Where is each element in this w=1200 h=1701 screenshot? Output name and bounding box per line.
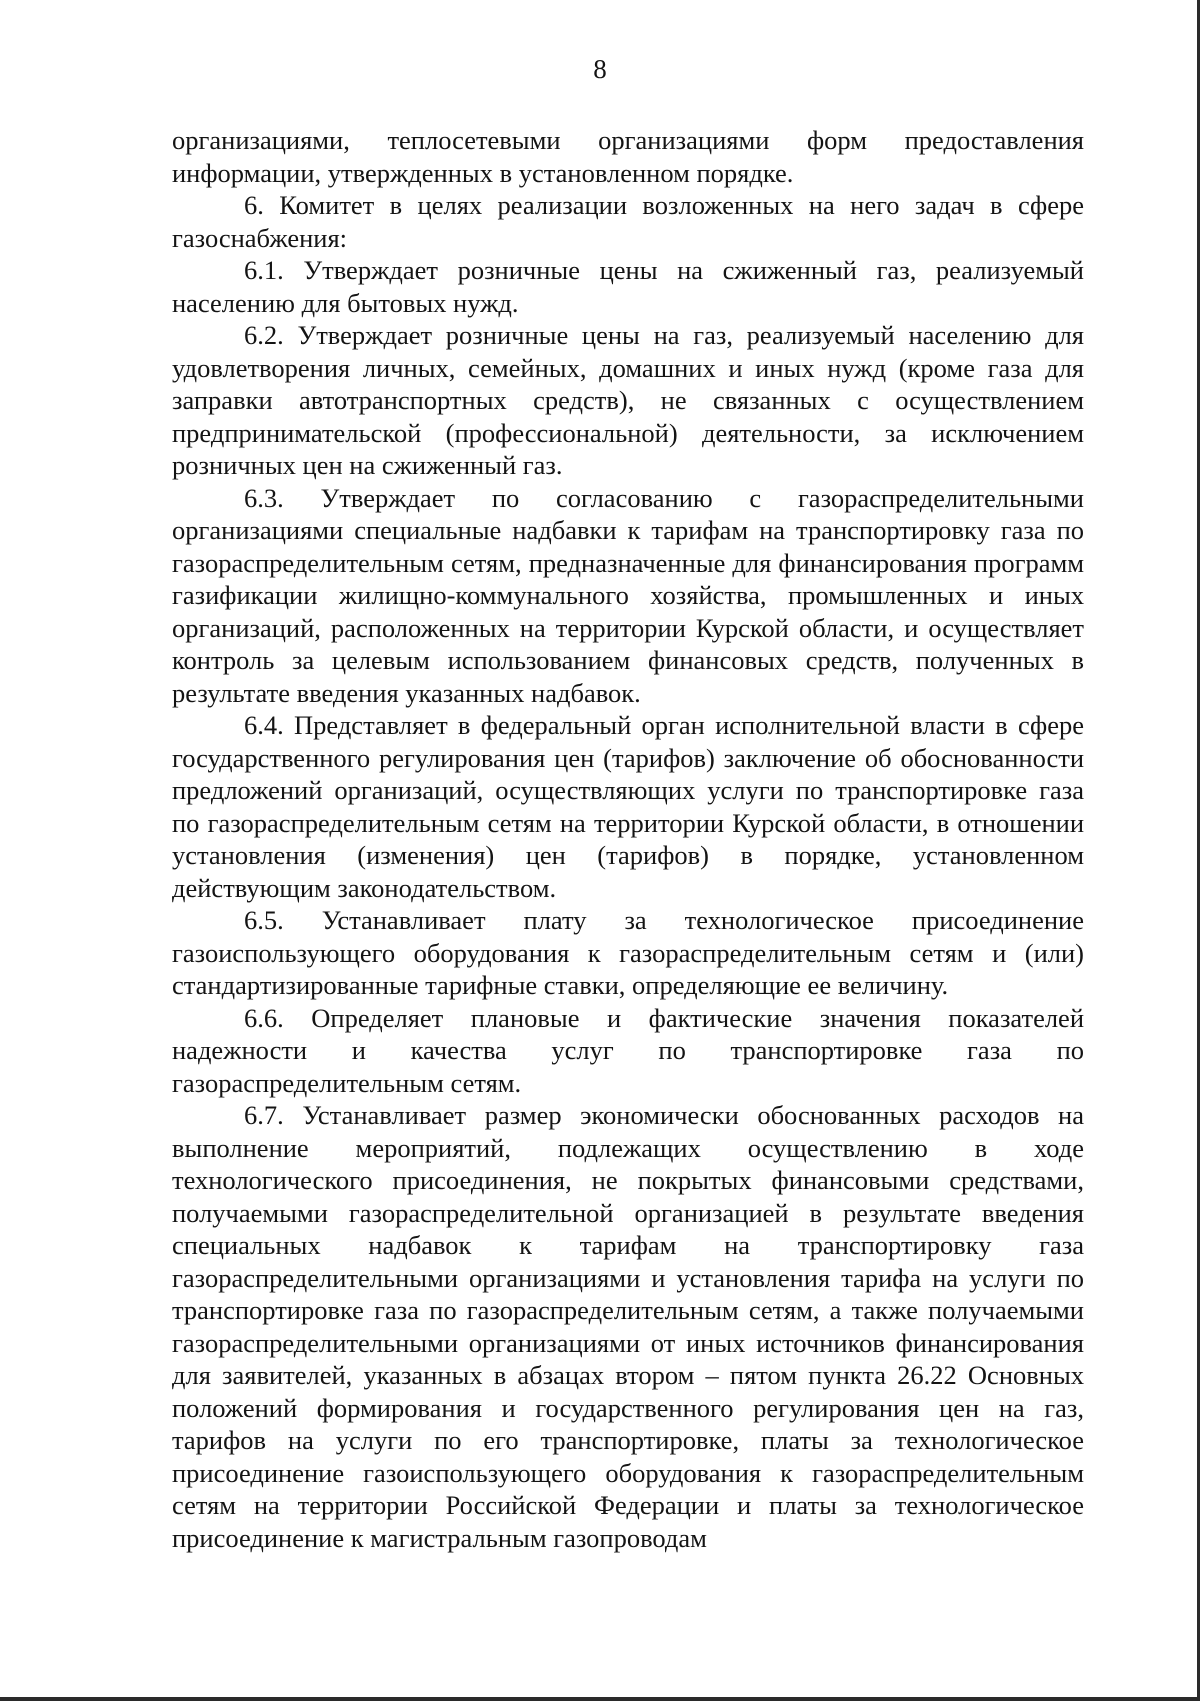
paragraph-item-6-4: 6.4. Представляет в федеральный орган исполнительной власти в сфере государственного регулирования цен (тарифов) заключение об обоснованности предложений организаций, осуществляющих услуги по транспортировке газа по газораспределительным сетям на территории Курской области, в отношении установления (изменения) цен (тарифов) в порядке, установленном действующим законодательством. [172,710,1084,903]
paragraph-item-6-3: 6.3. Утверждает по согласованию с газораспределительными организациями специальные надбавки к тарифам на транспортировку газа по газораспределительным сетям, предназначенные для финансирования программ газификации жилищно-коммунального хозяйства, промышленных и иных организаций, расположенных на территории Курской области, и осуществляет контроль за целевым использованием финансовых средств, полученных в результате введения указанных надбавок. [172,482,1084,708]
paragraph-item-6-5: 6.5. Устанавливает плату за технологическое присоединение газоиспользующего оборудования к газораспределительным сетям и (или) стандартизированные тарифные ставки, определяющие ее величину. [172,905,1084,1000]
paragraph-item-6-2: 6.2. Утверждает розничные цены на газ, реализуемый населению для удовлетворения личных, семейных, домашних и иных нужд (кроме газа для заправки автотранспортных средств), не связанных с осуществлением предпринимательской (профессиональной) деятельности, за исключением розничных цен на сжиженный газ. [172,320,1084,480]
paragraph-item-6-7: 6.7. Устанавливает размер экономически обоснованных расходов на выполнение мероприятий, подлежащих осуществлению в ходе технологического присоединения, не покрытых финансовыми средствами, получаемыми газораспределительной организацией в результате введения специальных надбавок к тарифам на транспортировку газа газораспределительными организациями и установления тарифа на услуги по транспортировке газа по газораспределительным сетям, а также получаемыми газораспределительными организациями от иных источников финансирования для заявителей, указанных в абзацах втором – пятом пункта 26.22 Основных положений формирования и государственного регулирования цен на газ, тарифов на услуги по его транспортировке, платы за технологическое присоединение газоиспользующего оборудования к газораспределительным сетям на территории Российской Федерации и платы за технологическое присоединение к магистральным газопроводам [172,1100,1084,1553]
paragraph-item-6: 6. Комитет в целях реализации возложенных на него задач в сфере газоснабжения: [172,190,1084,253]
scan-edge-bottom [0,1697,1200,1701]
paragraph-item-6-1: 6.1. Утверждает розничные цены на сжиженный газ, реализуемый населению для бытовых нужд. [172,255,1084,318]
paragraph-item-6-6: 6.6. Определяет плановые и фактические значения показателей надежности и качества услуг по транспортировке газа по газораспределительным сетям. [172,1002,1084,1098]
document-body [172,124,1084,1554]
page-number: 8 [593,54,607,84]
paragraph-continuation: организациями, теплосетевыми организациями форм предоставления информации, утвержденных в установленном порядке. [172,125,1084,188]
